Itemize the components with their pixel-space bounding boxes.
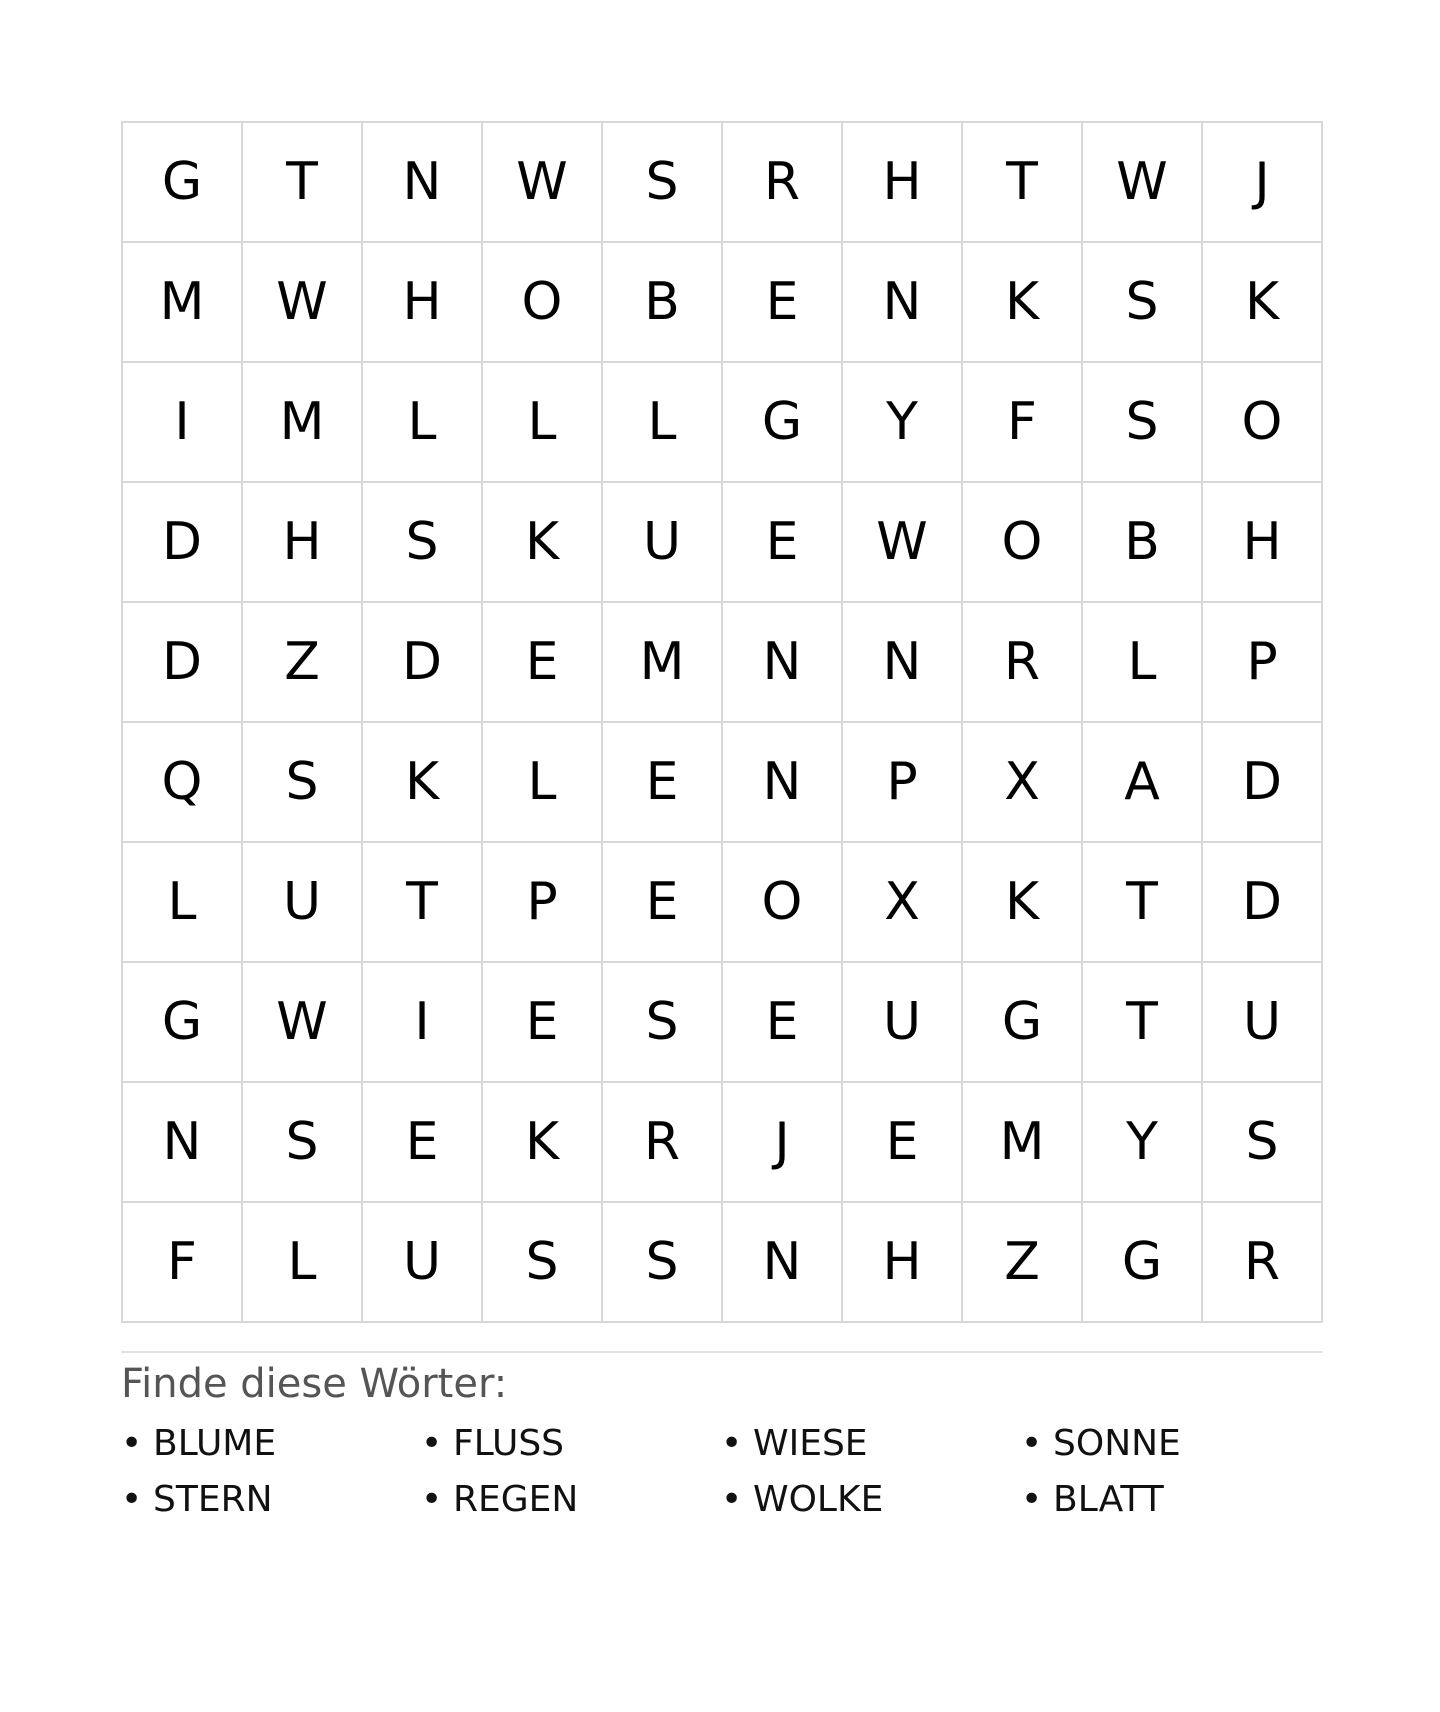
- grid-cell[interactable]: Y: [1083, 1083, 1203, 1203]
- grid-cell[interactable]: K: [1203, 243, 1323, 363]
- word-label: REGEN: [453, 1479, 579, 1520]
- grid-cell[interactable]: H: [363, 243, 483, 363]
- grid-cell[interactable]: J: [723, 1083, 843, 1203]
- grid-cell[interactable]: S: [1083, 363, 1203, 483]
- grid-cell[interactable]: W: [243, 963, 363, 1083]
- bullet-icon: •: [1021, 1479, 1043, 1520]
- grid-cell[interactable]: E: [603, 843, 723, 963]
- grid-cell[interactable]: L: [603, 363, 723, 483]
- grid-cell[interactable]: G: [723, 363, 843, 483]
- grid-cell[interactable]: K: [963, 843, 1083, 963]
- grid-cell[interactable]: H: [243, 483, 363, 603]
- grid-cell[interactable]: Z: [243, 603, 363, 723]
- word-list-item: [721, 1421, 1021, 1467]
- word-label: WOLKE: [753, 1479, 884, 1520]
- grid-cell[interactable]: R: [723, 123, 843, 243]
- grid-cell[interactable]: G: [123, 123, 243, 243]
- grid-cell[interactable]: E: [723, 963, 843, 1083]
- grid-cell[interactable]: O: [1203, 363, 1323, 483]
- grid-cell[interactable]: T: [363, 843, 483, 963]
- grid-cell[interactable]: N: [363, 123, 483, 243]
- grid-cell[interactable]: O: [483, 243, 603, 363]
- grid-cell[interactable]: N: [723, 1203, 843, 1323]
- grid-cell[interactable]: B: [1083, 483, 1203, 603]
- grid-cell[interactable]: T: [1083, 843, 1203, 963]
- grid-cell[interactable]: M: [603, 603, 723, 723]
- grid-cell[interactable]: S: [243, 723, 363, 843]
- grid-cell[interactable]: T: [963, 123, 1083, 243]
- grid-cell[interactable]: X: [843, 843, 963, 963]
- grid-cell[interactable]: F: [123, 1203, 243, 1323]
- grid-cell[interactable]: W: [843, 483, 963, 603]
- grid-cell[interactable]: W: [483, 123, 603, 243]
- grid-cell[interactable]: U: [363, 1203, 483, 1323]
- grid-cell[interactable]: R: [1203, 1203, 1323, 1323]
- grid-cell[interactable]: E: [843, 1083, 963, 1203]
- word-label: WIESE: [753, 1423, 868, 1464]
- grid-cell[interactable]: E: [723, 243, 843, 363]
- word-list: [121, 1421, 1321, 1523]
- grid-cell[interactable]: Q: [123, 723, 243, 843]
- grid-cell[interactable]: G: [963, 963, 1083, 1083]
- grid-cell[interactable]: P: [1203, 603, 1323, 723]
- grid-cell[interactable]: G: [1083, 1203, 1203, 1323]
- grid-cell[interactable]: Z: [963, 1203, 1083, 1323]
- grid-cell[interactable]: U: [603, 483, 723, 603]
- grid-cell[interactable]: U: [843, 963, 963, 1083]
- grid-cell[interactable]: U: [1203, 963, 1323, 1083]
- grid-cell[interactable]: J: [1203, 123, 1323, 243]
- bullet-icon: •: [421, 1423, 443, 1464]
- grid-cell[interactable]: S: [603, 123, 723, 243]
- grid-cell[interactable]: K: [963, 243, 1083, 363]
- grid-cell[interactable]: N: [723, 603, 843, 723]
- grid-cell[interactable]: K: [483, 483, 603, 603]
- grid-cell[interactable]: S: [1083, 243, 1203, 363]
- grid-cell[interactable]: D: [123, 603, 243, 723]
- word-list-item: [721, 1477, 1021, 1523]
- grid-cell[interactable]: O: [963, 483, 1083, 603]
- bullet-icon: •: [721, 1423, 743, 1464]
- grid-cell[interactable]: N: [723, 723, 843, 843]
- grid-cell[interactable]: D: [123, 483, 243, 603]
- grid-cell[interactable]: T: [243, 123, 363, 243]
- grid-cell[interactable]: S: [603, 1203, 723, 1323]
- grid-cell[interactable]: R: [963, 603, 1083, 723]
- grid-cell[interactable]: N: [843, 603, 963, 723]
- grid-cell[interactable]: H: [1203, 483, 1323, 603]
- grid-cell[interactable]: E: [603, 723, 723, 843]
- grid-cell[interactable]: E: [363, 1083, 483, 1203]
- grid-cell[interactable]: E: [723, 483, 843, 603]
- grid-cell[interactable]: B: [603, 243, 723, 363]
- grid-cell[interactable]: F: [963, 363, 1083, 483]
- bullet-icon: •: [121, 1423, 143, 1464]
- grid-cell[interactable]: Y: [843, 363, 963, 483]
- grid-cell[interactable]: E: [483, 603, 603, 723]
- grid-cell[interactable]: I: [123, 363, 243, 483]
- grid-cell[interactable]: H: [843, 123, 963, 243]
- word-list-item: [1021, 1421, 1321, 1467]
- grid-cell[interactable]: M: [963, 1083, 1083, 1203]
- grid-cell[interactable]: L: [483, 363, 603, 483]
- grid-cell[interactable]: S: [363, 483, 483, 603]
- word-list-heading: Finde diese Wörter:: [121, 1361, 508, 1407]
- word-label: SONNE: [1053, 1423, 1181, 1464]
- grid-cell[interactable]: H: [843, 1203, 963, 1323]
- grid-cell[interactable]: R: [603, 1083, 723, 1203]
- grid-cell[interactable]: K: [363, 723, 483, 843]
- grid-cell[interactable]: M: [243, 363, 363, 483]
- word-list-item: [1021, 1477, 1321, 1523]
- grid-cell[interactable]: T: [1083, 963, 1203, 1083]
- bullet-icon: •: [121, 1479, 143, 1520]
- letter-grid: [121, 121, 1323, 1323]
- grid-cell[interactable]: I: [363, 963, 483, 1083]
- divider: [121, 1351, 1323, 1353]
- grid-cell[interactable]: L: [363, 363, 483, 483]
- word-list-item: [121, 1477, 421, 1523]
- word-list-item: [421, 1477, 721, 1523]
- word-list-item: [121, 1421, 421, 1467]
- grid-cell[interactable]: L: [123, 843, 243, 963]
- grid-cell[interactable]: M: [123, 243, 243, 363]
- grid-cell[interactable]: S: [483, 1203, 603, 1323]
- word-search-puzzle: [121, 121, 1321, 1523]
- grid-cell[interactable]: G: [123, 963, 243, 1083]
- grid-cell[interactable]: U: [243, 843, 363, 963]
- grid-cell[interactable]: E: [483, 963, 603, 1083]
- word-label: BLATT: [1053, 1479, 1164, 1520]
- grid-cell[interactable]: S: [243, 1083, 363, 1203]
- bullet-icon: •: [721, 1479, 743, 1520]
- grid-cell[interactable]: P: [843, 723, 963, 843]
- grid-cell[interactable]: S: [603, 963, 723, 1083]
- grid-cell[interactable]: L: [243, 1203, 363, 1323]
- word-label: STERN: [153, 1479, 273, 1520]
- grid-cell[interactable]: L: [1083, 603, 1203, 723]
- word-label: FLUSS: [453, 1423, 565, 1464]
- grid-cell[interactable]: N: [843, 243, 963, 363]
- grid-cell[interactable]: N: [123, 1083, 243, 1203]
- grid-cell[interactable]: O: [723, 843, 843, 963]
- grid-cell[interactable]: D: [363, 603, 483, 723]
- grid-cell[interactable]: A: [1083, 723, 1203, 843]
- grid-cell[interactable]: D: [1203, 843, 1323, 963]
- grid-cell[interactable]: D: [1203, 723, 1323, 843]
- grid-cell[interactable]: L: [483, 723, 603, 843]
- bullet-icon: •: [1021, 1423, 1043, 1464]
- grid-cell[interactable]: S: [1203, 1083, 1323, 1203]
- word-label: BLUME: [153, 1423, 277, 1464]
- grid-cell[interactable]: P: [483, 843, 603, 963]
- grid-cell[interactable]: W: [1083, 123, 1203, 243]
- grid-cell[interactable]: W: [243, 243, 363, 363]
- word-list-item: [421, 1421, 721, 1467]
- grid-cell[interactable]: X: [963, 723, 1083, 843]
- grid-cell[interactable]: K: [483, 1083, 603, 1203]
- bullet-icon: •: [421, 1479, 443, 1520]
